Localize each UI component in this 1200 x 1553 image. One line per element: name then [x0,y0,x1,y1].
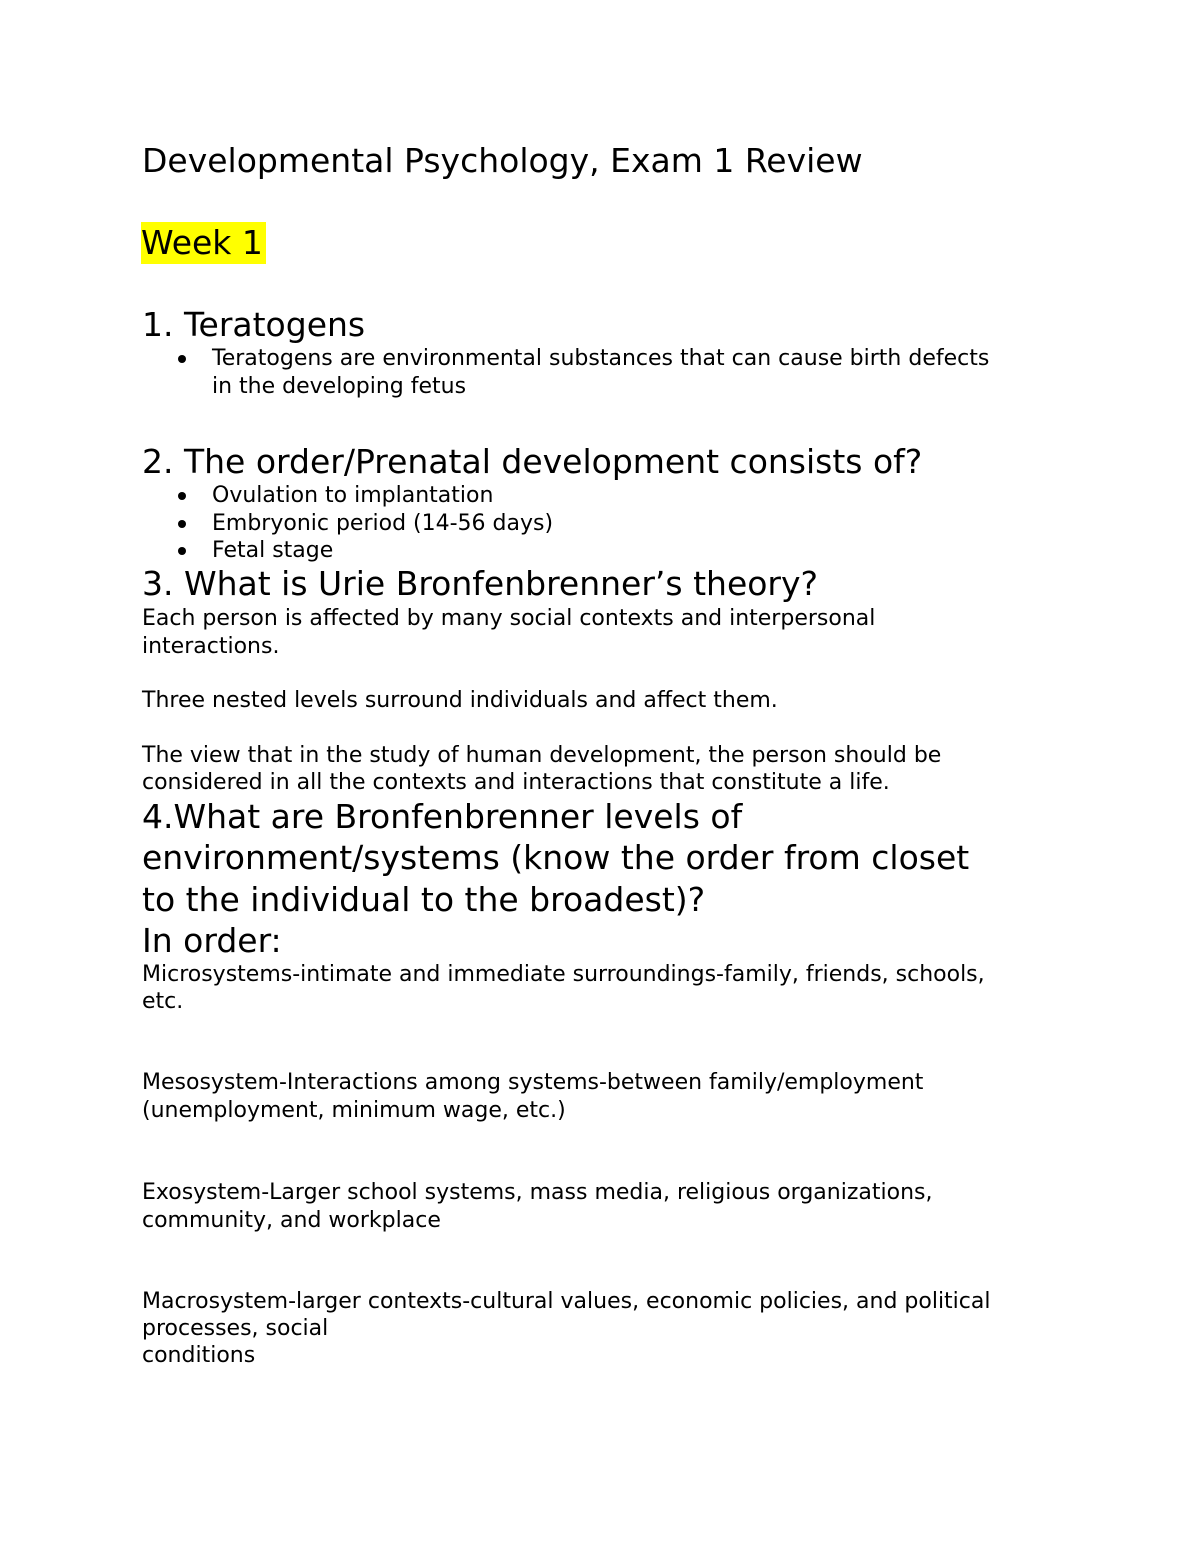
paragraph-line: Exosystem-Larger school systems, mass media, religious organizations, [142,1180,933,1205]
paragraph-line: Each person is affected by many social contexts and interpersonal [142,606,876,631]
section-heading-levels-line: environment/systems (know the order from closet [142,838,970,877]
section-heading-teratogens: 1. Teratogens [142,305,366,344]
week-label: Week 1 [141,222,266,264]
paragraph-line: considered in all the contexts and interactions that constitute a life. [142,770,890,795]
paragraph-line: interactions. [142,634,280,659]
paragraph-line: (unemployment, minimum wage, etc.) [142,1098,566,1123]
paragraph-line: The view that in the study of human development, the person should be [142,743,942,768]
section-heading-in-order: In order: [142,921,282,960]
paragraph-line: community, and workplace [142,1208,441,1233]
bullet-icon [178,492,186,500]
list-item-text: Ovulation to implantation [212,483,494,508]
section-heading-prenatal: 2. The order/Prenatal development consists of? [142,442,923,481]
bullet-icon [178,547,186,555]
section-heading-levels-line: 4.What are Bronfenbrenner levels of [142,797,743,836]
list-item-continuation: in the developing fetus [212,374,467,399]
paragraph-line: processes, social [142,1316,329,1341]
list-item-text: Teratogens are environmental substances that can cause birth defects [212,346,990,371]
list-item [212,510,553,537]
paragraph-line: Microsystems-intimate and immediate surroundings-family, friends, schools, [142,962,985,987]
bullet-icon [178,355,186,363]
paragraph-line: Mesosystem-Interactions among systems-between family/employment [142,1070,924,1095]
paragraph-line: conditions [142,1343,256,1368]
section-heading-levels-line: to the individual to the broadest)? [142,880,706,919]
document-title: Developmental Psychology, Exam 1 Review [142,141,863,180]
section-heading-bronfenbrenner-theory: 3. What is Urie Bronfenbrenner’s theory? [142,564,819,603]
paragraph-line: Three nested levels surround individuals and affect them. [142,688,778,713]
list-item [212,482,493,509]
paragraph-line: etc. [142,989,184,1014]
list-item-text: Fetal stage [212,538,334,563]
list-item [212,345,989,372]
bullet-icon [178,520,186,528]
list-item-text: Embryonic period (14-56 days) [212,511,554,536]
list-item [212,537,333,564]
paragraph-line: Macrosystem-larger contexts-cultural values, economic policies, and political [142,1289,991,1314]
